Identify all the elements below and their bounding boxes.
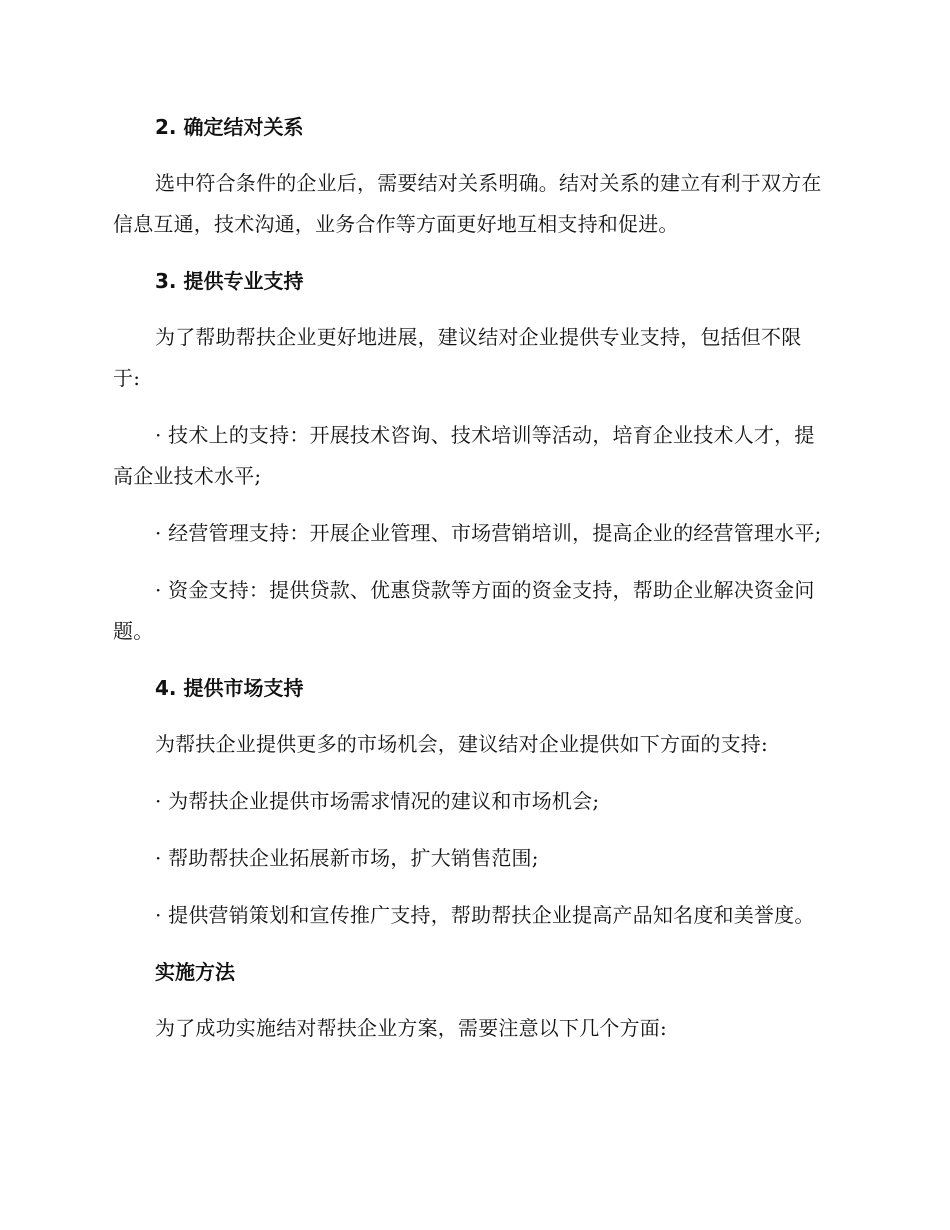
section-4-intro: 为帮扶企业提供更多的市场机会，建议结对企业提供如下方面的支持:	[155, 732, 768, 756]
section-3-item-management: · 经营管理支持：开展企业管理、市场营销培训，提高企业的经营管理水平;	[155, 521, 822, 545]
section-4-item-marketing: · 提供营销策划和宣传推广支持，帮助帮扶企业提高产品知名度和美誉度。	[155, 903, 815, 927]
section-2-paragraph: 选中符合条件的企业后，需要结对关系明确。结对关系的建立有利于双方在信息互通，技术沟通，业务合作等方面更好地互相支持和促进。	[113, 171, 822, 236]
section-heading-3: 3. 提供专业支持	[155, 269, 304, 293]
section-heading-implementation: 实施方法	[155, 960, 235, 984]
section-heading-4: 4. 提供市场支持	[155, 676, 304, 700]
section-3-item-funding: · 资金支持：提供贷款、优惠贷款等方面的资金支持，帮助企业解决资金问题。	[113, 578, 815, 643]
section-4-item-new-markets: · 帮助帮扶企业拓展新市场，扩大销售范围;	[155, 846, 539, 870]
section-4-item-market-advice: · 为帮扶企业提供市场需求情况的建议和市场机会;	[155, 789, 600, 813]
implementation-intro: 为了成功实施结对帮扶企业方案，需要注意以下几个方面:	[155, 1016, 667, 1040]
section-3-intro: 为了帮助帮扶企业更好地进展，建议结对企业提供专业支持，包括但不限于:	[113, 325, 802, 390]
section-3-item-technical: · 技术上的支持：开展技术咨询、技术培训等活动，培育企业技术人才，提高企业技术水平;	[113, 423, 815, 488]
section-heading-2: 2. 确定结对关系	[155, 115, 304, 139]
